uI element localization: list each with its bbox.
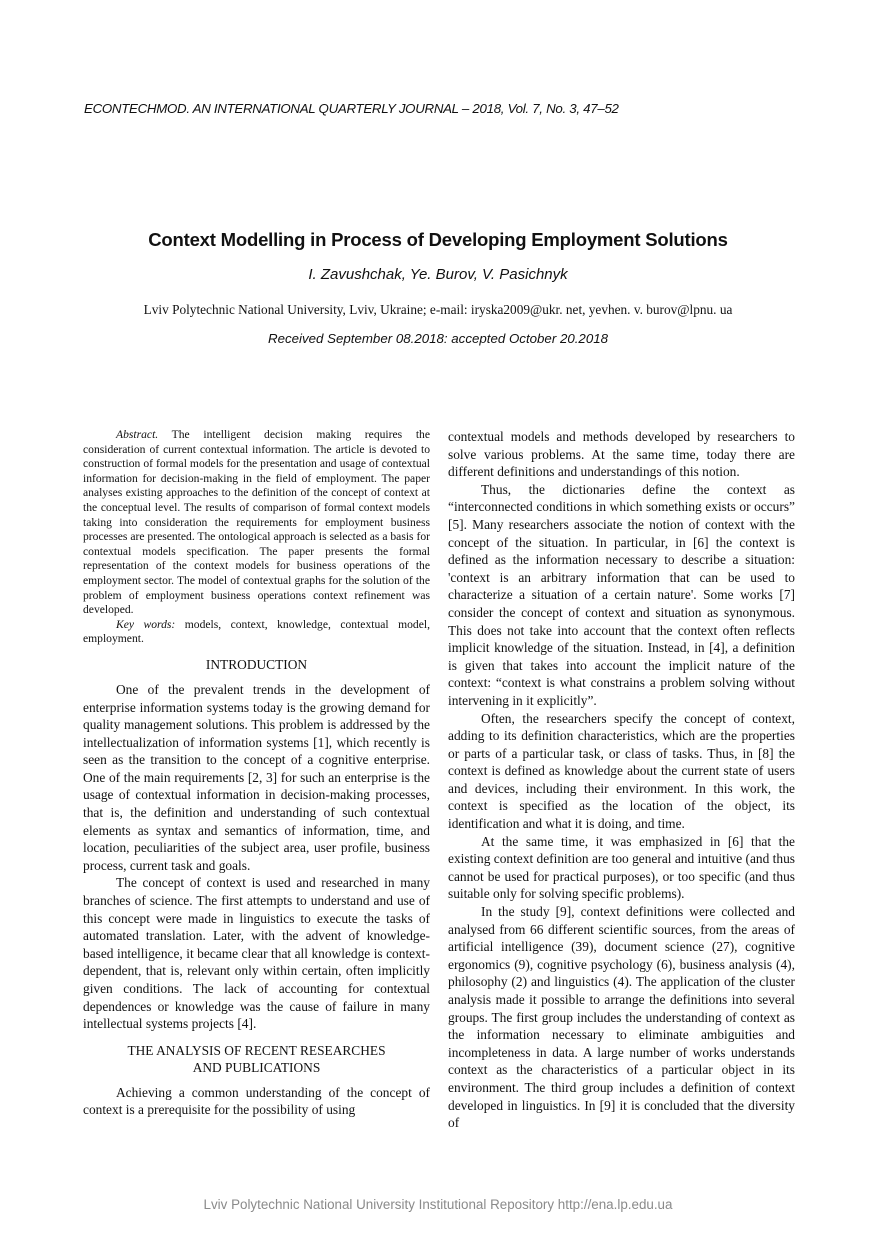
keywords-label: Key words:: [116, 617, 176, 631]
heading-line: THE ANALYSIS OF RECENT RESEARCHES: [127, 1042, 386, 1058]
paragraph: In the study [9], context definitions were collected and analysed from 66 different scientific sources, from the areas of artificial intelligence (39), document science (27), cognitive ergonomics (9), cognitive psychology (6), business analysis (4), philosophy (2) and linguistics (4). The application of the cluster analysis made it possible to arrange the definitions into several groups. The first group includes the understanding of context as the information necessary to eliminate ambiguities and incompleteness in data. A large number of works understands context as the characteristics of a particular object in its environment. The third group includes a definition of context developed in linguistics. In [9] it is concluded that the diversity of: [448, 904, 795, 1131]
paragraph: contextual models and methods developed by researchers to solve various problems. At the same time, today there are different definitions and understandings of this notion.: [448, 429, 795, 480]
authors: I. Zavushchak, Ye. Burov, V. Pasichnyk: [308, 266, 568, 283]
paragraph: Often, the researchers specify the concept of context, adding to its definition characteristics, which are the properties or parts of a particular task, or class of tasks. Thus, in [8] the context is defined as knowledge about the current state of users and devices, including their environment. In this work, the context is specified as the location of the object, its identification and what it is doing, and time.: [448, 710, 795, 832]
introduction-heading: INTRODUCTION: [205, 656, 308, 672]
abstract: [83, 428, 430, 647]
affiliation: Lviv Polytechnic National University, Lviv, Ukraine; e-mail: iryska2009@ukr. net, yevhen. v. burov@lpnu. ua: [143, 302, 733, 317]
analysis-heading: [83, 1042, 430, 1076]
keywords: models, context, knowledge, contextual model, employment.: [83, 617, 430, 646]
journal-header: ECONTECHMOD. AN INTERNATIONAL QUARTERLY JOURNAL – 2018, Vol. 7, No. 3, 47–52: [84, 101, 619, 116]
abstract-label: Abstract.: [116, 428, 159, 441]
received-dates: Received September 08.2018: accepted October 20.2018: [267, 331, 609, 346]
abstract-text: The intelligent decision making requires the consideration of current contextual information. The article is devoted to construction of formal models for the presentation and usage of contextual information for decision-making in the field of employment. The paper analyses existing approaches to the definition of the concept of context at the conceptual level. The results of comparison of formal context models taking into consideration the requirements for employment business processes are presented. The ontological approach is selected as a basis for contextual models specification. The paper presents the formal representation of the context models for business operations of the employment sector. The model of contextual graphs for the solution of the problem of employment business operations context refinement was developed.: [83, 428, 430, 617]
paragraph: The concept of context is used and researched in many branches of science. The first attempts to understand and use of this concept were made in linguistics to execute the tasks of automated translation. Later, with the advent of knowledge-based intelligence, it became clear that all knowledge is context-dependent, that is, relevant only within certain, often implicitly given conditions. The lack of accounting for contextual dependences or knowledge was the cause of failure in many intellectual systems projects [4].: [83, 875, 430, 1032]
right-column: [448, 428, 795, 1132]
left-column: [83, 428, 430, 1119]
paragraph: Thus, the dictionaries define the context as “interconnected conditions in which something exists or occurs” [5]. Many researchers associate the notion of context with the concept of the situation. In particular, in [6] the context is defined as the information necessary to describe a situation: 'context is an arbitrary information that can be used to characterize a situation of a certain nature'. Some works [7] consider the concept of context and situation as synonymous. This does not take into account that the context often reflects implicit knowledge of the situation. Instead, in [4], a definition is given that takes into account the implicit nature of the context: “context is what constrains a problem solving without intervening in it explicitly”.: [448, 481, 795, 708]
paragraph: Achieving a common understanding of the concept of context is a prerequisite for the possibility of using: [83, 1084, 430, 1118]
paragraph: At the same time, it was emphasized in [6] that the existing context definition are too general and intuitive (and thus cannot be used for practical purposes), or too specific (and thus suitable only for solving specific problems).: [448, 833, 795, 902]
paragraph: One of the prevalent trends in the development of enterprise information systems today is the growing demand for quality management solutions. This problem is addressed by the intellectualization of information systems [1], which recently is seen as the transition to the concept of a cognitive enterprise. One of the main requirements [2, 3] for such an enterprise is the usage of contextual information in decision-making processes, that is, the definition and understanding of such contextual elements as syntax and semantics of information, time, and location, peculiarities of the subject area, user profile, business process, current task and goals.: [83, 681, 430, 873]
heading-line: AND PUBLICATIONS: [192, 1059, 321, 1075]
repository-footer: Lviv Polytechnic National University Institutional Repository http://ena.lp.edu.ua: [203, 1197, 673, 1212]
paper-title: Context Modelling in Process of Developing Employment Solutions: [148, 229, 728, 250]
